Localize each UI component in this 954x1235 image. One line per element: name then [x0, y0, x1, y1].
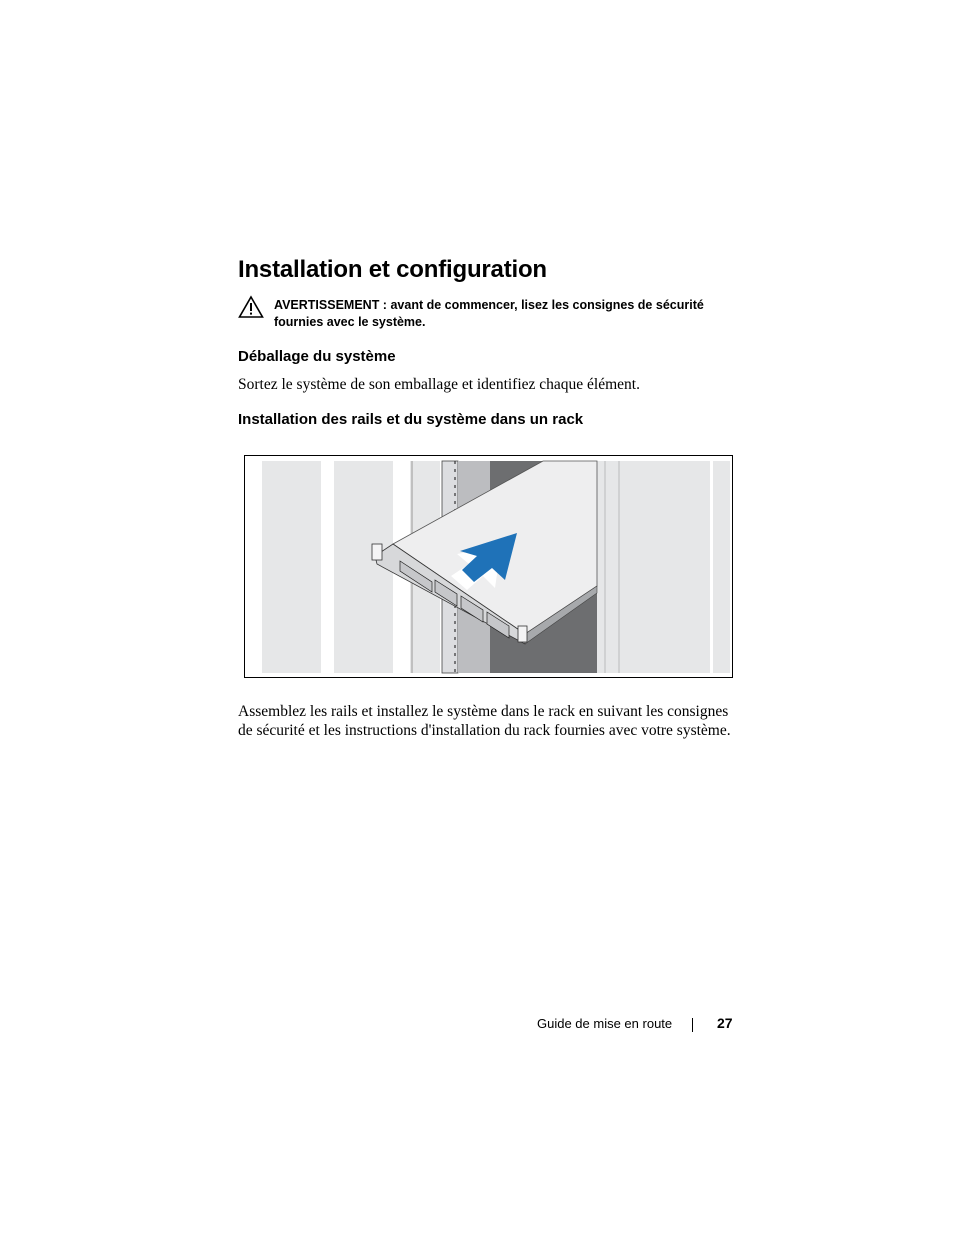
- section-heading-rack-install: Installation des rails et du système dans un rack: [238, 411, 584, 428]
- footer-separator: [692, 1018, 693, 1032]
- rack-drawing: [245, 456, 732, 677]
- rack-panel-right: [597, 461, 710, 673]
- section-body-rack-install: Assemblez les rails et installez le système dans le rack en suivant les consignes de sécurité et les instructions d'installation du rack fournies avec votre système.: [238, 703, 731, 739]
- rack-installation-illustration: [244, 455, 733, 678]
- section-body-unpacking: Sortez le système de son emballage et identifiez chaque élément.: [238, 376, 640, 393]
- footer-page-number: 27: [717, 1015, 733, 1031]
- warning-notice: [274, 297, 724, 331]
- server-handle-right: [518, 626, 527, 642]
- section-heading-unpacking: Déballage du système: [238, 348, 396, 365]
- page-title: Installation et configuration: [238, 256, 547, 283]
- warning-triangle-icon: [238, 295, 264, 319]
- footer-doc-title: Guide de mise en route: [537, 1016, 673, 1031]
- warning-text: avant de commencer, lisez les consignes de sécurité fournies avec le système.: [274, 298, 704, 329]
- rack-panel-right-edge: [713, 461, 730, 673]
- server-handle-left: [372, 544, 382, 560]
- rack-panel-left: [262, 461, 321, 673]
- warning-label: AVERTISSEMENT :: [274, 298, 387, 312]
